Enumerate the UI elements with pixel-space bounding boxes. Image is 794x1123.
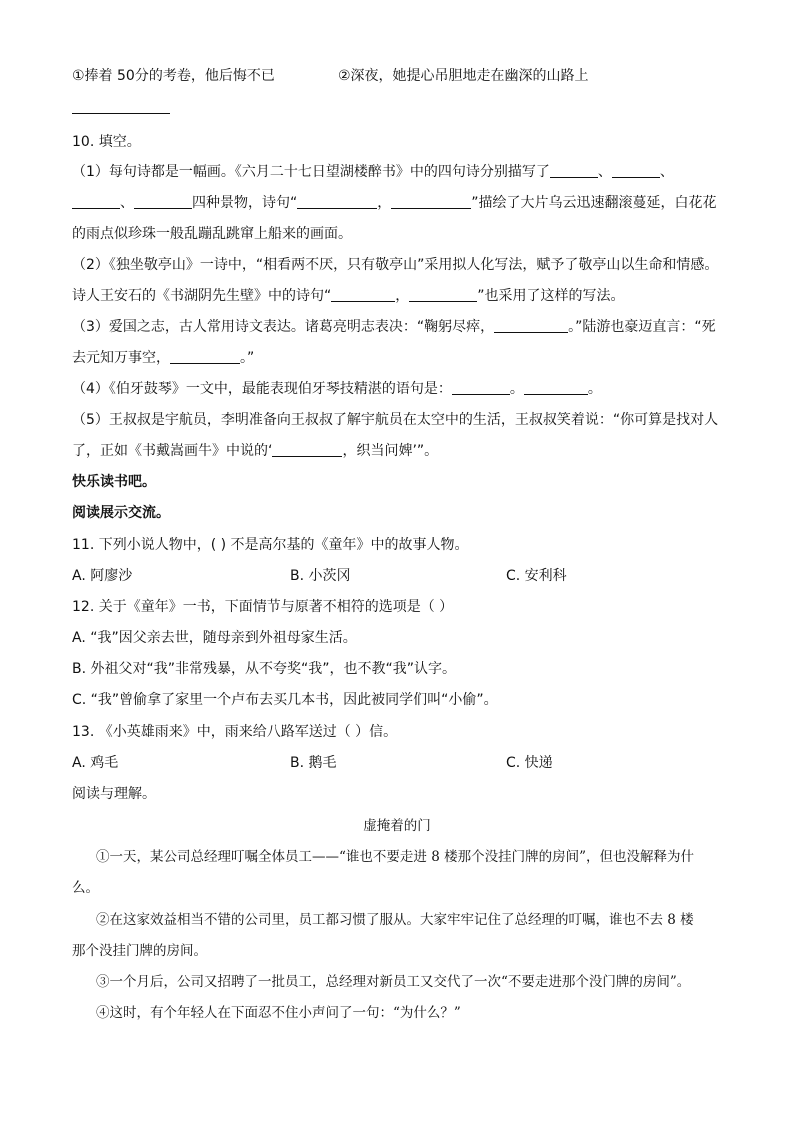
blank-input[interactable] [297,194,377,209]
q10-p3-text: （3）爱国之志，古人常用诗文表达。诸葛亮明志表决：“鞠躬尽瘁， [72,319,495,335]
q10-part3-line1 [72,317,716,337]
q13-option-a[interactable]: A. 鸡毛 [72,755,119,771]
separator: ， [377,195,392,211]
q11-option-a[interactable]: A. 阿廖沙 [72,568,133,584]
q10-p1-text: （1）每句诗都是一幅画。《六月二十七日望湖楼醉书》中的四句诗分别描写了 [72,164,550,180]
q10-p3-text: 。” [240,350,255,366]
q10-part4 [72,379,602,399]
section-reading-comprehension: 阅读与理解。 [72,786,156,802]
story-paragraph-4: ④这时，有个年轻人在下面忍不住小声问了一句：“为什么？” [96,1005,461,1021]
story-title: 虚掩着的门 [363,818,431,834]
blank-input[interactable] [170,349,240,364]
q10-p2-text: 诗人王安石的《书湖阴先生壁》中的诗句“ [72,288,332,304]
q10-part2-line1: （2）《独坐敬亭山》一诗中，“相看两不厌，只有敬亭山”采用拟人化写法，赋予了敬亭山以生命和情感。 [72,257,719,273]
blank-input[interactable] [331,287,395,302]
q10-p5-text: ，织当问婢’”。 [342,443,439,459]
q11-option-c[interactable]: C. 安利科 [506,568,567,584]
q10-p5-text: 了，正如《书戴嵩画牛》中说的‘ [72,443,273,459]
q10-part2-line2 [72,286,625,306]
separator: 、 [120,195,134,211]
q13-option-c[interactable]: C. 快递 [506,755,553,771]
separator: ， [395,288,410,304]
q10-part1-line2 [72,193,717,213]
q10-p2-text: ”也采用了这样的写法。 [477,288,625,304]
q11-option-b[interactable]: B. 小茨冈 [290,568,351,584]
blank-input[interactable] [409,287,477,302]
sentence-item-1: ①捧着 50分的考卷，他后悔不已 [72,68,275,84]
blank-input[interactable] [452,380,510,395]
q10-p1-text: 四种景物，诗句“ [192,195,298,211]
blank-input[interactable] [134,194,192,209]
story-paragraph-1-line1: ①一天，某公司总经理叮嘱全体员工——“谁也不要走进 8 楼那个没挂门牌的房间”，但也没解释为什 [96,849,694,865]
story-paragraph-1-line2: 么。 [72,880,99,896]
q10-p4-text: （4）《伯牙鼓琴》一文中，最能表现伯牙琴技精湛的语句是： [72,381,452,397]
q10-part1-line3: 的雨点似珍珠一般乱蹦乱跳窜上船来的画面。 [72,226,352,242]
blank-input[interactable] [524,380,588,395]
q10-p3-text: 去元知万事空， [72,350,170,366]
q12-option-a[interactable]: A. “我”因父亲去世，随母亲到外祖母家生活。 [72,630,357,646]
section-reading-share: 阅读展示交流。 [72,505,170,521]
question-13-stem: 13. 《小英雄雨来》中，雨来给八路军送过（ ）信。 [72,724,398,740]
blank-input[interactable] [612,163,660,178]
q10-part3-line2 [72,348,254,368]
q12-option-c[interactable]: C. “我”曾偷拿了家里一个卢布去买几本书，因此被同学们叫“小偷”。 [72,692,498,708]
blank-input[interactable] [391,194,471,209]
blank-input[interactable] [272,442,342,457]
story-paragraph-2-line2: 那个没挂门牌的房间。 [72,943,207,959]
q12-option-b[interactable]: B. 外祖父对“我”非常残暴，从不夸奖“我”，也不教“我”认字。 [72,661,457,677]
q10-p1-text: ”描绘了大片乌云迅速翻滚蔓延，白花花 [471,195,717,211]
question-12-stem: 12. 关于《童年》一书，下面情节与原著不相符的选项是（ ） [72,599,454,615]
separator: 。 [509,381,524,397]
q10-part5-line2 [72,441,438,461]
blank-input[interactable] [550,163,598,178]
answer-blank-line[interactable] [72,113,170,114]
separator: 、 [659,164,674,180]
blank-input[interactable] [494,318,568,333]
question-11-stem: 11. 下列小说人物中，( ) 不是高尔基的《童年》中的故事人物。 [72,537,469,553]
q10-part5-line1: （5）王叔叔是宇航员，李明准备向王叔叔了解宇航员在太空中的生活，王叔叔笑着说：“你可算是找对人 [72,412,719,428]
q10-part1-line1 [72,162,674,182]
q10-p3-text: 。”陆游也豪迈直言：“死 [568,319,716,335]
separator: 、 [597,164,612,180]
blank-input[interactable] [72,194,120,209]
separator: 。 [587,381,602,397]
story-paragraph-2-line1: ②在这家效益相当不错的公司里，员工都习惯了服从。大家牢牢记住了总经理的叮嘱，谁也不去 8 楼 [96,912,694,928]
sentence-item-2: ②深夜，她提心吊胆地走在幽深的山路上 [338,68,589,84]
section-happy-reading: 快乐读书吧。 [72,474,156,490]
question-10-title: 10. 填空。 [72,134,141,150]
q13-option-b[interactable]: B. 鹅毛 [290,755,337,771]
story-paragraph-3: ③一个月后，公司又招聘了一批员工，总经理对新员工又交代了一次“不要走进那个没门牌的房间”。 [96,974,691,990]
